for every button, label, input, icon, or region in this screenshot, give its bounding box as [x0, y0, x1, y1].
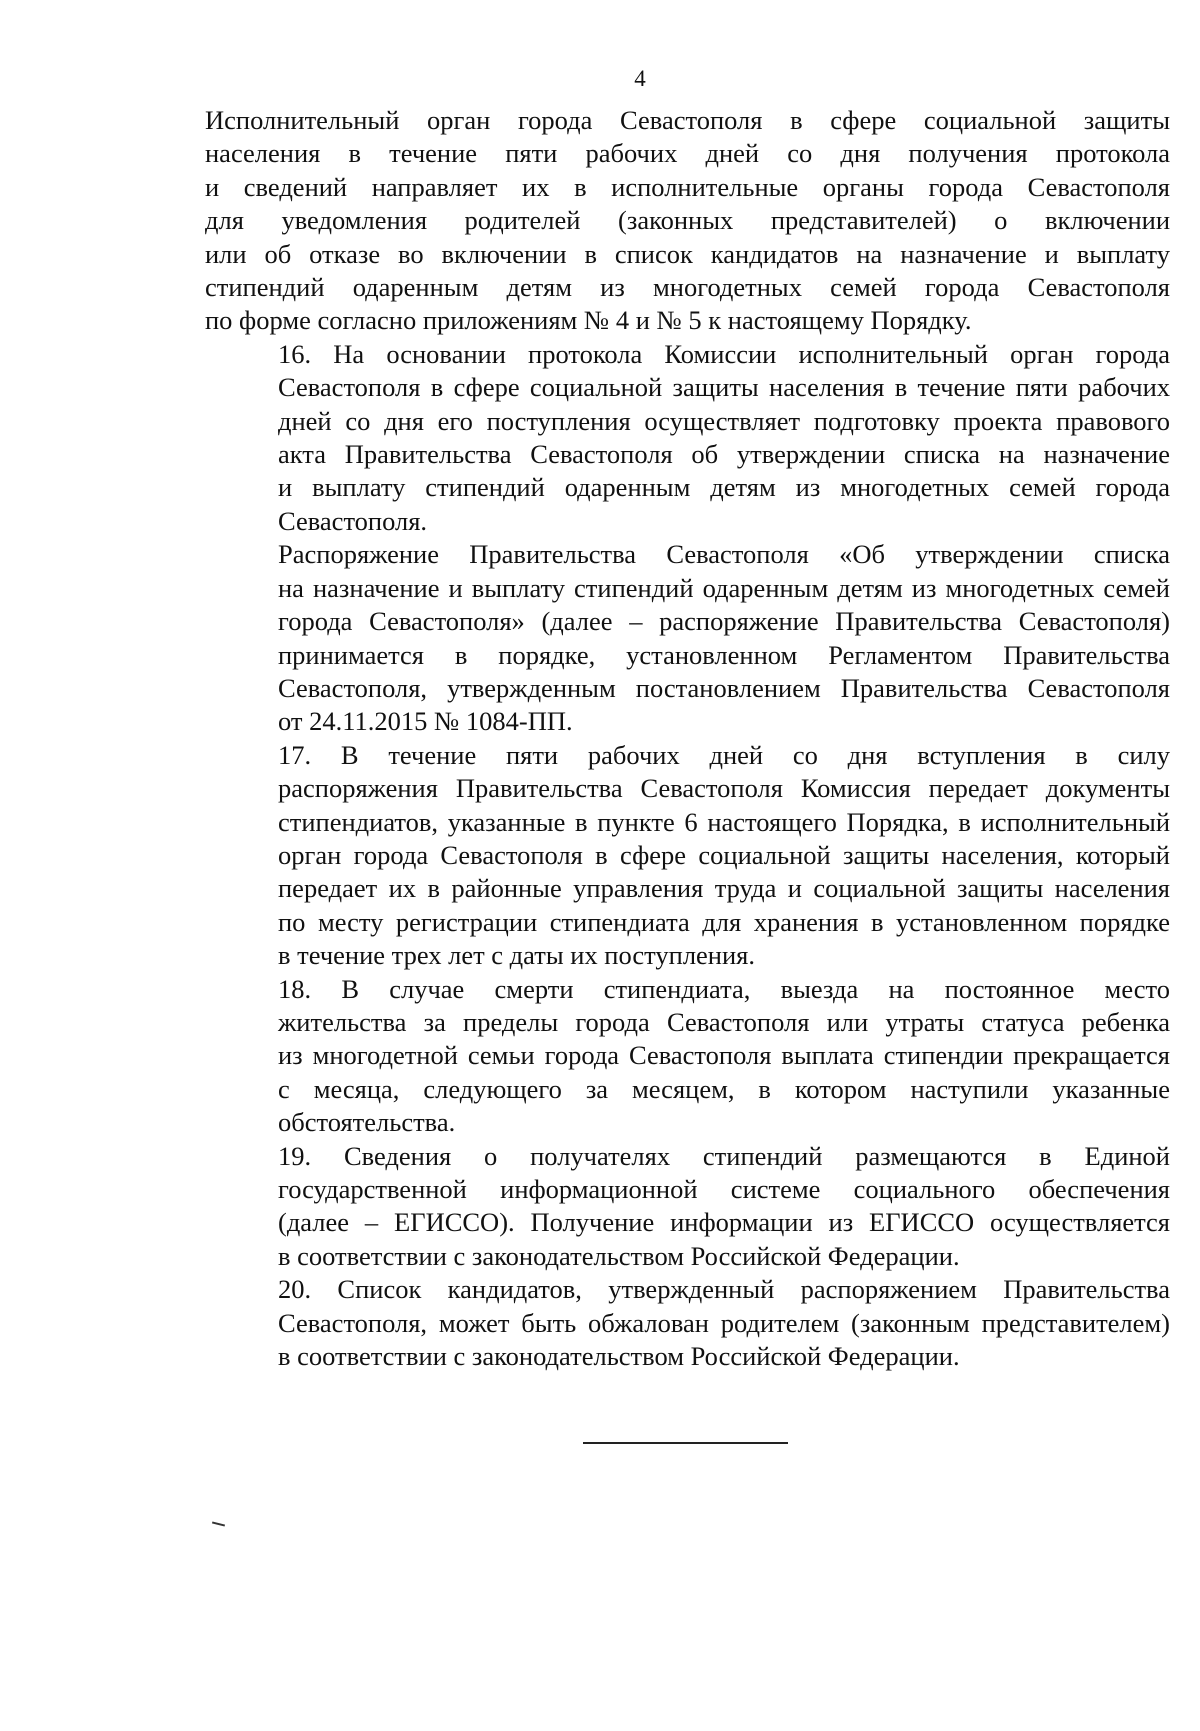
text-line: и сведений направляет их в исполнительные органы города Севастополя — [205, 171, 1170, 202]
text-line: города Севастополя» (далее – распоряжение Правительства Севастополя) — [278, 606, 1170, 637]
paragraph-6 — [205, 1140, 1170, 1274]
text-line: государственной информационной системе социального обеспечения — [278, 1174, 1170, 1204]
text-line: в течение трех лет с даты их поступления. — [278, 940, 755, 971]
stray-mark — [212, 1521, 225, 1526]
paragraph-2 — [205, 338, 1170, 538]
text-line: для уведомления родителей (законных представителей) о включении — [205, 205, 1170, 236]
paragraph-1 — [205, 104, 1170, 338]
text-line: стипендий одаренным детям из многодетных семей города Севастополя — [205, 272, 1170, 303]
paragraph-4 — [205, 739, 1170, 973]
paragraph-7 — [205, 1273, 1170, 1373]
paragraph-3 — [205, 538, 1170, 738]
text-line: передает их в районные управления труда и социальной защиты населения — [278, 873, 1170, 904]
text-line: Севастополя в сфере социальной защиты населения в течение пяти рабочих — [278, 372, 1170, 403]
text-line: 17. В течение пяти рабочих дней со дня вступления в силу — [278, 739, 1170, 770]
text-line: (далее – ЕГИССО). Получение информации из ЕГИССО осуществляется — [278, 1207, 1170, 1238]
text-line: по месту регистрации стипендиата для хранения в установленном порядке — [278, 906, 1170, 937]
text-line: принимается в порядке, установленном Регламентом Правительства — [278, 639, 1170, 670]
text-line: Севастополя. — [278, 505, 428, 536]
text-line: 18. В случае смерти стипендиата, выезда на постоянное место — [278, 973, 1170, 1004]
text-line: в соответствии с законодательством Российской Федерации. — [278, 1240, 960, 1271]
text-line: дней со дня его поступления осуществляет подготовку проекта правового — [278, 405, 1170, 436]
end-of-document-rule — [583, 1442, 788, 1444]
document-body — [205, 104, 1170, 1373]
text-line: Распоряжение Правительства Севастополя «Об утверждении списка — [278, 539, 1170, 570]
text-line: обстоятельства. — [278, 1107, 456, 1138]
text-line: орган города Севастополя в сфере социальной защиты населения, который — [278, 839, 1170, 870]
text-line: в соответствии с законодательством Российской Федерации. — [278, 1341, 960, 1372]
text-line: от 24.11.2015 № 1084-ПП. — [278, 706, 573, 737]
text-line: Севастополя, утвержденным постановлением Правительства Севастополя — [278, 672, 1170, 703]
text-line: стипендиатов, указанные в пункте 6 настоящего Порядка, в исполнительный — [278, 806, 1170, 837]
text-line: Севастополя, может быть обжалован родителем (законным представителем) — [278, 1307, 1170, 1338]
text-line: 19. Сведения о получателях стипендий размещаются в Единой — [278, 1140, 1170, 1171]
page-number: 4 — [634, 66, 646, 91]
paragraph-5 — [205, 973, 1170, 1140]
text-line: по форме согласно приложениям № 4 и № 5 к настоящему Порядку. — [205, 305, 972, 336]
text-line: населения в течение пяти рабочих дней со дня получения протокола — [205, 138, 1170, 169]
text-line: на назначение и выплату стипендий одаренным детям из многодетных семей — [278, 572, 1170, 603]
text-line: 16. На основании протокола Комиссии исполнительный орган города — [278, 338, 1170, 369]
text-line: Исполнительный орган города Севастополя в сфере социальной защиты — [205, 105, 1170, 135]
text-line: 20. Список кандидатов, утвержденный распоряжением Правительства — [278, 1274, 1170, 1305]
text-line: или об отказе во включении в список кандидатов на назначение и выплату — [205, 238, 1170, 269]
text-line: жительства за пределы города Севастополя или утраты статуса ребенка — [278, 1006, 1170, 1037]
text-line: акта Правительства Севастополя об утверждении списка на назначение — [278, 439, 1170, 470]
text-line: из многодетной семьи города Севастополя выплата стипендии прекращается — [278, 1040, 1170, 1071]
text-line: распоряжения Правительства Севастополя Комиссия передает документы — [278, 773, 1170, 804]
text-line: и выплату стипендий одаренным детям из многодетных семей города — [278, 472, 1170, 503]
text-line: с месяца, следующего за месяцем, в котором наступили указанные — [278, 1073, 1170, 1104]
